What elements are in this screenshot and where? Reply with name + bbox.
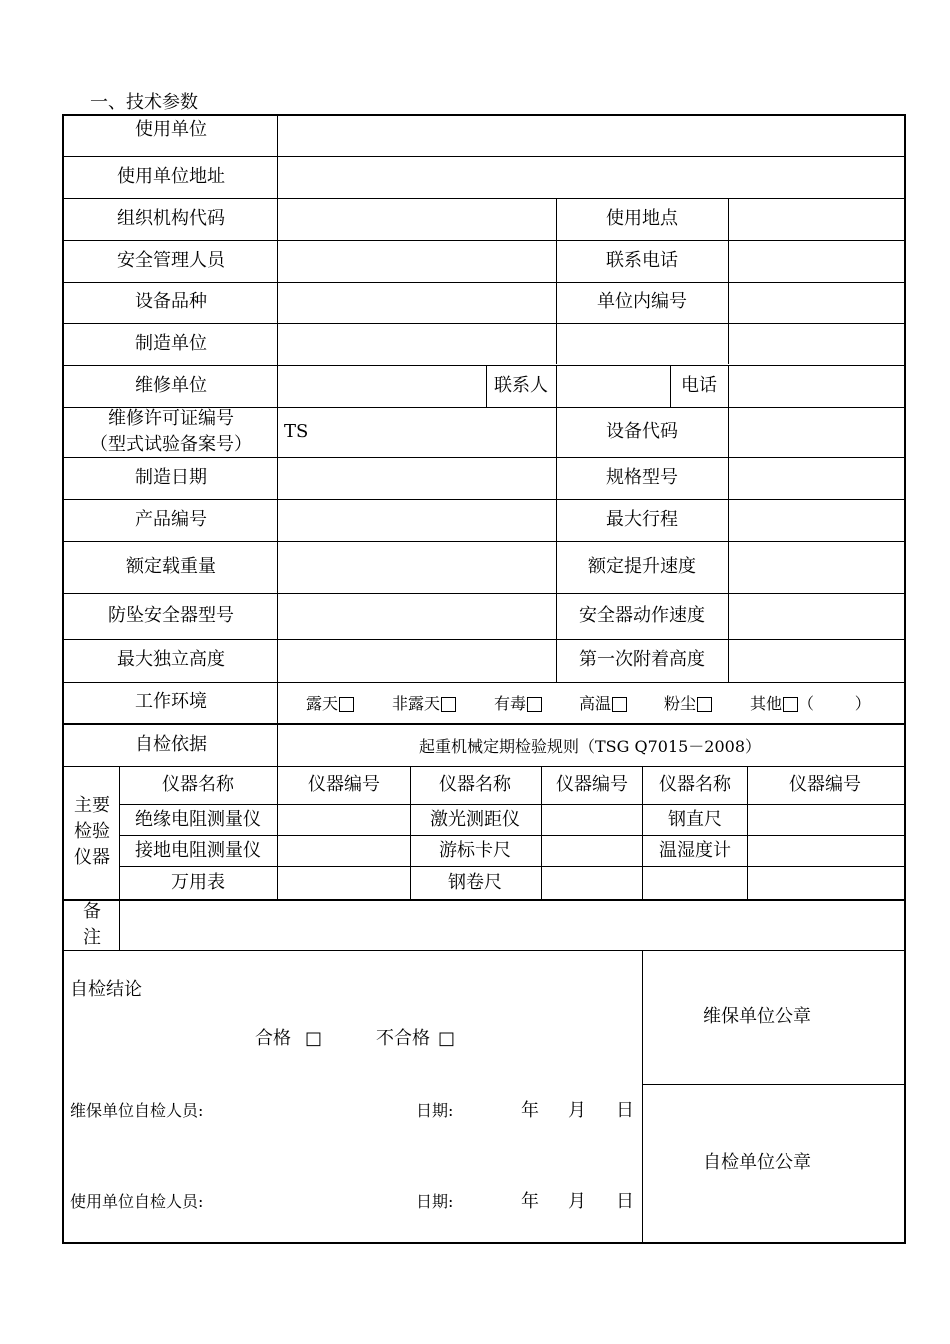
checkbox-icon[interactable] xyxy=(783,697,798,712)
section-title: 一、技术参数 xyxy=(90,92,198,113)
contact-person-label: 联系人 xyxy=(494,375,548,396)
fall-protector-model-label: 防坠安全器型号 xyxy=(108,605,234,626)
conclusion-title: 自检结论 xyxy=(70,979,142,1000)
instrument-header: 仪器编号 xyxy=(556,774,628,795)
instrument-name-cell: 万用表 xyxy=(171,872,225,893)
remarks-label: 备 注 xyxy=(83,901,101,948)
maint-inspector-label: 维保单位自检人员: xyxy=(70,1101,204,1120)
instrument-name-cell: 钢卷尺 xyxy=(448,872,502,893)
fail-option[interactable]: 不合格 □ xyxy=(376,1028,456,1049)
env-option-indoor[interactable]: 非露天 xyxy=(392,694,456,714)
phone-label: 电话 xyxy=(681,375,717,396)
user-date-label: 日期: xyxy=(416,1192,454,1211)
user-inspector-label: 使用单位自检人员: xyxy=(70,1192,204,1211)
max-freestanding-height-label: 最大独立高度 xyxy=(117,649,225,670)
instrument-name-cell: 游标卡尺 xyxy=(439,840,511,861)
first-attach-height-label: 第一次附着高度 xyxy=(579,649,705,670)
maintenance-unit-label: 维修单位 xyxy=(135,375,207,396)
checkbox-icon[interactable] xyxy=(612,697,627,712)
user-address-label: 使用单位地址 xyxy=(117,166,225,187)
user-month-label: 月 xyxy=(568,1191,586,1212)
fail-checkbox-icon[interactable]: □ xyxy=(438,1028,456,1049)
checkbox-icon[interactable] xyxy=(697,697,712,712)
instrument-header: 仪器名称 xyxy=(439,774,511,795)
protector-speed-label: 安全器动作速度 xyxy=(579,605,705,626)
pass-option[interactable]: 合格 □ xyxy=(255,1028,323,1049)
instrument-name-cell: 温湿度计 xyxy=(659,840,731,861)
work-environment-label: 工作环境 xyxy=(135,691,207,712)
env-option-dust[interactable]: 粉尘 xyxy=(664,694,712,714)
env-option-open-air[interactable]: 露天 xyxy=(306,694,354,714)
instrument-header: 仪器名称 xyxy=(162,774,234,795)
contact-phone-label: 联系电话 xyxy=(606,250,678,271)
checkbox-icon[interactable] xyxy=(527,697,542,712)
inspect-unit-seal-label: 自检单位公章 xyxy=(703,1152,811,1173)
equipment-type-label: 设备品种 xyxy=(135,291,207,312)
manufacture-date-label: 制造日期 xyxy=(135,467,207,488)
inspection-basis-value: 起重机械定期检验规则（TSG Q7015－2008） xyxy=(418,737,762,756)
manufacturer-label: 制造单位 xyxy=(135,333,207,354)
instruments-group-label: 主要 检验 仪器 xyxy=(74,795,110,868)
env-option-other[interactable]: 其他 （ ） xyxy=(750,694,871,713)
maint-day-label: 日 xyxy=(616,1100,634,1121)
instrument-header: 仪器编号 xyxy=(789,774,861,795)
checkbox-icon[interactable] xyxy=(339,697,354,712)
user-unit-label: 使用单位 xyxy=(135,119,207,140)
use-location-label: 使用地点 xyxy=(606,208,678,229)
maint-date-label: 日期: xyxy=(416,1101,454,1120)
instrument-header: 仪器编号 xyxy=(308,774,380,795)
instrument-header: 仪器名称 xyxy=(659,774,731,795)
safety-manager-label: 安全管理人员 xyxy=(117,250,225,271)
maint-year-label: 年 xyxy=(521,1100,539,1121)
env-option-high-temp[interactable]: 高温 xyxy=(579,694,627,714)
org-code-label: 组织机构代码 xyxy=(117,208,225,229)
instrument-name-cell: 钢直尺 xyxy=(668,809,722,830)
internal-number-label: 单位内编号 xyxy=(597,291,687,312)
instrument-name-cell: 接地电阻测量仪 xyxy=(135,840,261,861)
license-number-value: TS xyxy=(284,421,309,442)
user-day-label: 日 xyxy=(616,1191,634,1212)
equipment-code-label: 设备代码 xyxy=(606,421,678,442)
instrument-name-cell: 激光测距仪 xyxy=(430,809,520,830)
spec-model-label: 规格型号 xyxy=(606,467,678,488)
env-option-toxic[interactable]: 有毒 xyxy=(494,694,542,714)
technical-parameters-form xyxy=(62,114,906,1244)
checkbox-icon[interactable] xyxy=(441,697,456,712)
rated-load-label: 额定载重量 xyxy=(126,556,216,577)
max-stroke-label: 最大行程 xyxy=(606,509,678,530)
rated-lift-speed-label: 额定提升速度 xyxy=(588,556,696,577)
inspection-basis-label: 自检依据 xyxy=(135,734,207,755)
product-number-label: 产品编号 xyxy=(135,509,207,530)
instrument-name-cell: 绝缘电阻测量仪 xyxy=(135,809,261,830)
user-year-label: 年 xyxy=(521,1191,539,1212)
maint-unit-seal-label: 维保单位公章 xyxy=(703,1006,811,1027)
pass-checkbox-icon[interactable]: □ xyxy=(305,1028,323,1049)
maint-month-label: 月 xyxy=(568,1100,586,1121)
license-number-label: 维修许可证编号 （型式试验备案号） xyxy=(90,408,252,455)
